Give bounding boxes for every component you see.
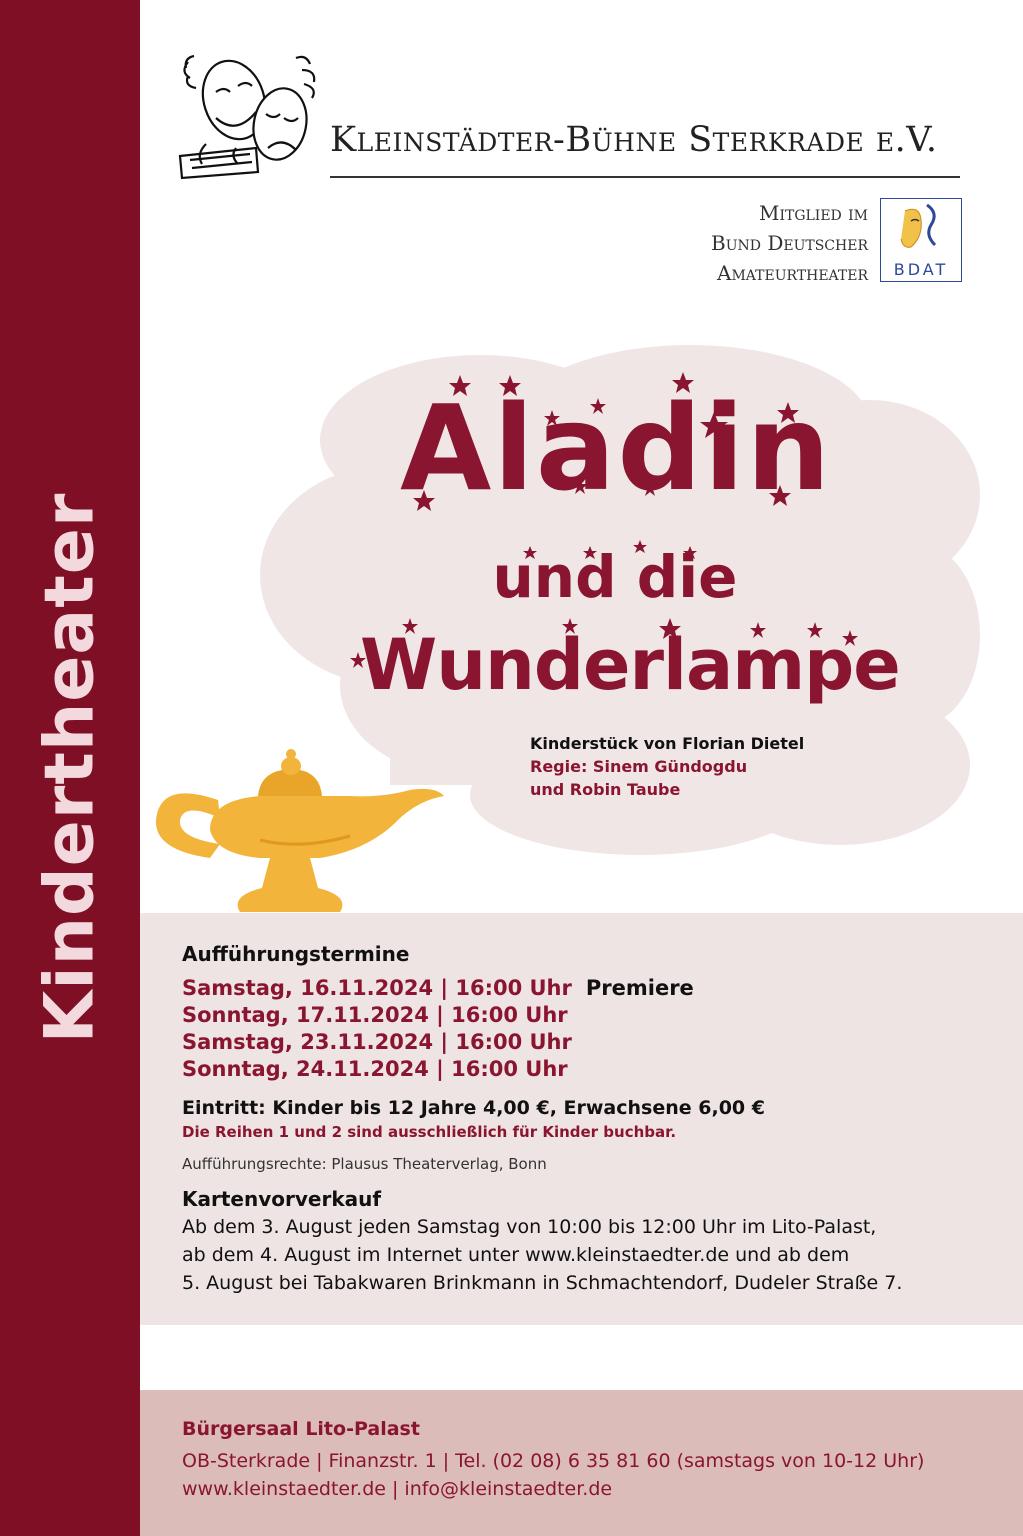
credits [530, 732, 804, 801]
director-credit-2: und Robin Taube [530, 780, 681, 799]
venue-name: Bürgersaal Lito-Palast [182, 1418, 420, 1440]
membership-line: Amateurtheater [717, 261, 868, 285]
performance-date-text: Samstag, 23.11.2024 | 16:00 Uhr [182, 1030, 572, 1054]
performance-date-text: Samstag, 16.11.2024 | 16:00 Uhr [182, 976, 572, 1000]
bdat-logo [880, 198, 962, 282]
title-line-3: Wunderlampe [360, 624, 900, 706]
performance-date [182, 976, 694, 1000]
performance-date-text: Sonntag, 24.11.2024 | 16:00 Uhr [182, 1057, 568, 1081]
presale-heading: Kartenvorverkauf [182, 1187, 382, 1211]
director-credit: Regie: Sinem Gündogdu [530, 757, 748, 776]
membership-line: Mitglied im [758, 201, 868, 225]
membership-text [568, 198, 868, 288]
membership-line: Bund Deutscher [711, 231, 868, 255]
admission-note: Die Reihen 1 und 2 sind ausschließlich für Kinder buchbar. [182, 1123, 677, 1141]
sidebar-label: Kindertheater [30, 492, 110, 1044]
sidebar [0, 0, 140, 1536]
presale-line: Ab dem 3. August jeden Samstag von 10:00 bis 12:00 Uhr im Lito-Palast, [182, 1216, 877, 1238]
presale-line: ab dem 4. August im Internet unter www.kleinstaedter.de und ab dem [182, 1244, 850, 1266]
org-name: Kleinstädter-Bühne Sterkrade e.V. [330, 120, 938, 160]
performance-rights: Aufführungsrechte: Plausus Theaterverlag, Bonn [182, 1155, 547, 1173]
magic-lamp-icon [150, 740, 450, 915]
header-divider [330, 176, 960, 178]
performance-date-text: Sonntag, 17.11.2024 | 16:00 Uhr [182, 1003, 568, 1027]
venue-contact: www.kleinstaedter.de | info@kleinstaedter.de [182, 1478, 613, 1500]
venue-address: OB-Sterkrade | Finanzstr. 1 | Tel. (02 08) 6 35 81 60 (samstags von 10-12 Uhr) [182, 1450, 925, 1472]
presale-text [182, 1213, 1002, 1297]
bdat-mask-icon [881, 199, 961, 259]
performance-date [182, 1003, 568, 1027]
performance-date [182, 1057, 568, 1081]
bdat-label: BDAT [893, 260, 949, 279]
performance-date [182, 1030, 572, 1054]
premiere-tag: Premiere [585, 976, 694, 1000]
presale-line: 5. August bei Tabakwaren Brinkmann in Schmachtendorf, Dudeler Straße 7. [182, 1272, 903, 1294]
performances-heading: Aufführungstermine [182, 942, 410, 966]
title-line-1: Aladin [400, 379, 833, 517]
theatre-masks-logo [176, 48, 326, 182]
title-line-2: und die [492, 543, 738, 611]
admission-prices: Eintritt: Kinder bis 12 Jahre 4,00 €, Erwachsene 6,00 € [182, 1097, 765, 1119]
author-credit: Kinderstück von Florian Dietel [530, 734, 805, 753]
